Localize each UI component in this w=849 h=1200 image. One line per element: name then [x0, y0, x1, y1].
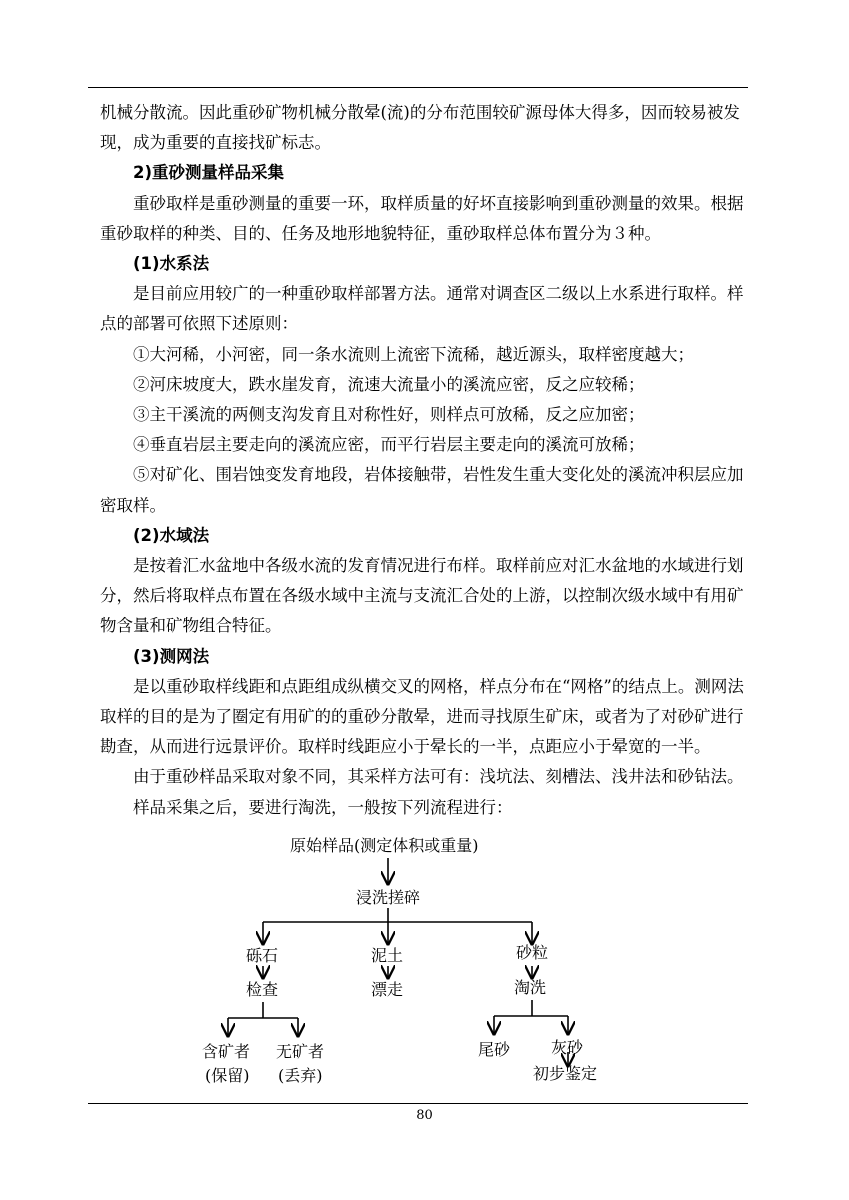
list-item: ④垂直岩层主要走向的溪流应密，而平行岩层主要走向的溪流可放稀；: [133, 435, 645, 455]
flow-node-tailings: 尾砂: [478, 1040, 511, 1059]
list-item: ②河床坡度大，跌水崖发育，流速大流量小的溪流应密，反之应较稀；: [133, 374, 645, 394]
list-item: ③主干溪流的两侧支沟发育且对称性好，则样点可放稀，反之应加密；: [133, 405, 645, 425]
flow-node-ore-yes-note: (保留): [205, 1066, 250, 1085]
flow-branch-sand: 砂粒: [516, 943, 549, 962]
subsection-heading: (2)水域法: [133, 525, 210, 545]
flow-node-ore-yes: 含矿者: [202, 1042, 251, 1061]
list-item: ①大河稀，小河密，同一条水流则上流密下流稀，越近源头，取样密度越大；: [133, 344, 694, 364]
flow-branch-gravel: 砾石: [246, 946, 279, 965]
paragraph: 由于重砂样品采取对象不同，其采样方法可有：浅坑法、刻槽法、浅井法和砂钻法。: [133, 767, 744, 787]
flow-node-identify: 初步鉴定: [533, 1064, 598, 1083]
paragraph: 机械分散流。因此重砂矿物机械分散晕(流)的分布范围较矿源母体大得多，因而较易被发现，成为重要的直接找矿标志。: [100, 103, 740, 153]
page-number: 80: [416, 1108, 433, 1123]
paragraph: 样品采集之后，要进行淘洗，一般按下列流程进行：: [133, 797, 513, 817]
paragraph: 是以重砂取样线距和点距组成纵横交叉的网格，样点分布在“网格”的结点上。测网法取样的目的是为了圈定有用矿的的重砂分散晕，进而寻找原生矿床，或者为了对砂矿进行勘查，从而进行远景评价。取样时线距应小于晕长的一半，点距应小于晕宽的一半。: [100, 676, 744, 757]
flow-node-check: 检查: [246, 980, 279, 999]
flow-node-grey-sand: 灰砂: [551, 1038, 584, 1057]
flow-node-ore-no: 无矿者: [276, 1042, 325, 1061]
flow-node-wash: 淘洗: [514, 978, 547, 997]
flow-node-ore-no-note: (丢弃): [278, 1066, 323, 1085]
flow-branch-mud: 泥土: [371, 946, 404, 965]
paragraph: 重砂取样是重砂测量的重要一环，取样质量的好坏直接影响到重砂测量的效果。根据重砂取样的种类、目的、任务及地形地貌特征，重砂取样总体布置分为３种。: [100, 193, 744, 243]
footer-rule: [88, 1103, 748, 1104]
page-body: [100, 98, 752, 823]
list-item: ⑤对矿化、围岩蚀变发育地段，岩体接触带，岩性发生重大变化处的溪流冲积层应加密取样。: [100, 465, 744, 515]
subsection-heading: (3)测网法: [133, 646, 210, 666]
flow-step-soak: 浸洗搓碎: [356, 888, 421, 907]
flow-node-drift: 漂走: [371, 980, 404, 999]
paragraph: 是目前应用较广的一种重砂取样部署方法。通常对调查区二级以上水系进行取样。样点的部署可依照下述原则：: [100, 284, 744, 334]
flow-start-node: 原始样品(测定体积或重量): [290, 836, 479, 855]
subsection-heading: (1)水系法: [133, 254, 210, 274]
header-rule: [88, 87, 748, 88]
paragraph: 是按着汇水盆地中各级水流的发育情况进行布样。取样前应对汇水盆地的水域进行划分，然后将取样点布置在各级水域中主流与支流汇合处的上游，以控制次级水域中有用矿物含量和矿物组合特征。: [100, 556, 744, 636]
section-heading: 2)重砂测量样品采集: [133, 163, 285, 183]
